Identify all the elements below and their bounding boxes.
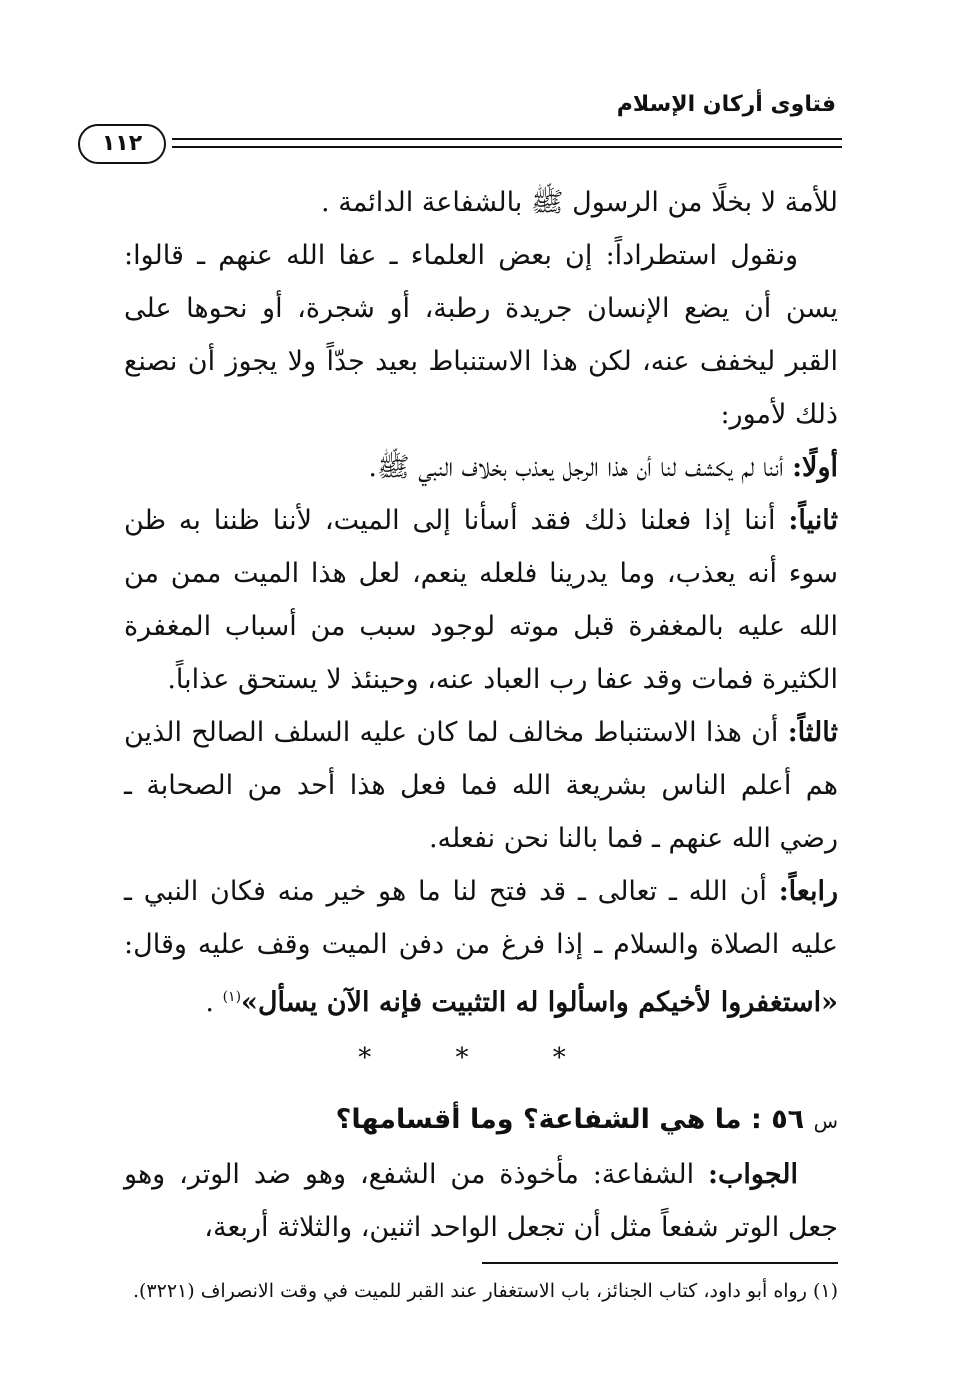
point-one-text: أننا لم يكشف لنا أن هذا الرجل يعذب بخلاف النبي ﷺ. [368,452,784,483]
question-mark-symbol: س [813,1109,838,1133]
answer-lead: الجواب: [708,1159,798,1190]
point-four: رابعاً: أن الله ـ تعالى ـ قد فتح لنا ما هو خير منه فكان النبي ـ عليه الصلاة والسلام ـ إذا فرغ من دفن الميت وقف عليه وقال: «استغفروا لأخيكم واسألوا له التثبيت فإنه الآن يسأل»$^{(١)}$ . [124,876,838,1018]
running-header-title: فتاوى أركان الإسلام [616,92,836,117]
answer-paragraph [124,1148,838,1254]
point-one-lead: أولًا: [792,452,838,483]
question-number: ٥٦ [771,1104,805,1135]
section-separator: * * * [358,1043,604,1073]
point-three [124,706,838,865]
footnote: (١) رواه أبو داود، كتاب الجنائز، باب الاستغفار عند القبر للميت في وقت الانصراف (٣٢٢١). [132,1280,838,1302]
point-two-lead: ثانياً: [788,505,838,536]
question-text: ما هي الشفاعة؟ وما أقسامها؟ [335,1104,742,1135]
double-rule-line [172,138,842,148]
point-one [124,441,838,494]
page-number-badge: ١١٢ [78,124,166,164]
point-three-lead: ثالثاً: [787,717,838,748]
footnote-divider [482,1262,838,1264]
main-text [124,176,838,1254]
page-header-rule [60,124,842,164]
point-three-text: أن هذا الاستنباط مخالف لما كان عليه السلف الصالح الذين هم أعلم الناس بشريعة الله فما فعل هذا أحد من الصحابة ـ رضي الله عنهم ـ فما بالنا نحن نفعله. [124,717,838,854]
answer-text: الشفاعة: مأخوذة من الشفع، وهو ضد الوتر، وهو جعل الوتر شفعاً مثل أن تجعل الواحد اثنين، والثلاثة أربعة، [124,1159,838,1243]
point-four-text: أن الله ـ تعالى ـ قد فتح لنا ما هو خير منه فكان النبي ـ عليه الصلاة والسلام ـ إذا فرغ من دفن الميت وقف عليه وقال: [124,876,838,960]
footnote-ref: (١) [222,989,242,1005]
point-two [124,494,838,706]
paragraph-continuation: للأمة لا بخلًا من الرسول ﷺ بالشفاعة الدائمة . [321,187,838,218]
paragraph-intro: ونقول استطراداً: إن بعض العلماء ـ عفا الله عنهم ـ قالوا: يسن أن يضع الإنسان جريدة رطبة، أو شجرة، أو نحوها على القبر ليخفف عنه، لكن هذا الاستنباط بعيد جدّاً ولا يجوز أن نصنع ذلك لأمور: [124,240,839,430]
question-heading: س ٥٦ : ما هي الشفاعة؟ وما أقسامها؟ [335,1104,838,1135]
point-four-lead: رابعاً: [778,876,838,907]
point-two-text: أننا إذا فعلنا ذلك فقد أسأنا إلى الميت، لأننا ظننا به ظن سوء أنه يعذب، وما يدرينا فلعله ينعم، لعل هذا الميت ممن من الله عليه بالمغفرة قبل موته لوجود سبب من أسباب المغفرة الكثيرة فمات وقد عفا رب العباد عنه، وحينئذ لا يستحق عذاباً. [124,505,838,695]
hadith-quote: «استغفروا لأخيكم واسألوا له التثبيت فإنه الآن يسأل» [241,987,838,1018]
